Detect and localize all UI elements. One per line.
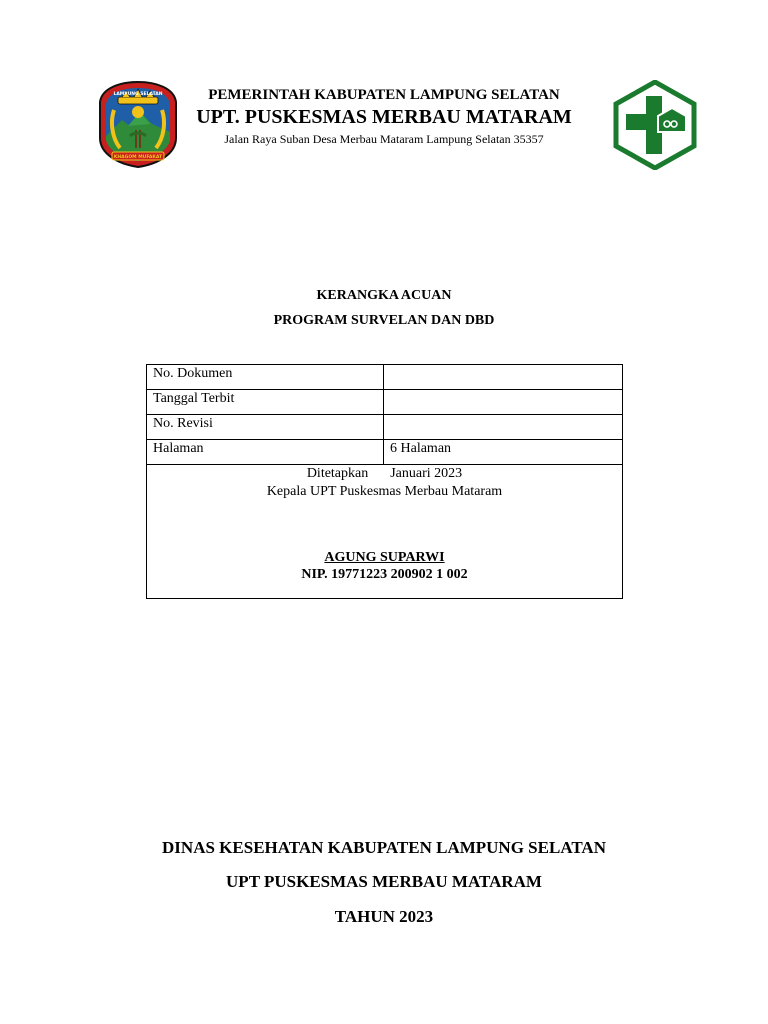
document-subtitle: PROGRAM SURVELAN DAN DBD [273,313,495,328]
row-value-issue-date [384,390,623,415]
table-row [147,365,623,390]
table-row [147,440,623,465]
approval-block [147,465,623,599]
svg-text:LAMPUNG SELATAN: LAMPUNG SELATAN [113,92,163,97]
row-label-document-number: No. Dokumen [147,365,384,390]
approval-set-label: Ditetapkan [306,466,369,481]
row-value-pages: 6 Halaman [384,440,623,465]
approver-name: AGUNG SUPARWI [324,550,445,565]
approval-position: Kepala UPT Puskesmas Merbau Mataram [266,484,503,499]
document-info-table [146,364,623,599]
row-value-revision [384,415,623,440]
organization-name: UPT. PUSKESMAS MERBAU MATARAM [196,106,572,128]
organization-address: Jalan Raya Suban Desa Merbau Mataram Lampung Selatan 35357 [224,132,544,146]
table-row [147,415,623,440]
approval-row [147,465,623,599]
row-label-revision: No. Revisi [147,415,384,440]
footer-year: TAHUN 2023 [334,907,434,926]
row-label-pages: Halaman [147,440,384,465]
approver-nip: NIP. 19771223 200902 1 002 [301,567,468,582]
table-row [147,390,623,415]
footer-organization: UPT PUSKESMAS MERBAU MATARAM [226,872,542,891]
footer-agency: DINAS KESEHATAN KABUPATEN LAMPUNG SELATAN [162,838,606,857]
row-value-document-number [384,365,623,390]
document-title: KERANGKA ACUAN [316,288,452,303]
approval-set-date: Januari 2023 [390,466,463,481]
government-name: PEMERINTAH KABUPATEN LAMPUNG SELATAN [208,87,560,103]
puskesmas-cross-icon [612,80,698,170]
regency-emblem-icon [96,80,180,168]
svg-text:KHAGOM MUFAKAT: KHAGOM MUFAKAT [113,155,163,160]
row-label-issue-date: Tanggal Terbit [147,390,384,415]
signature-space [147,501,622,549]
